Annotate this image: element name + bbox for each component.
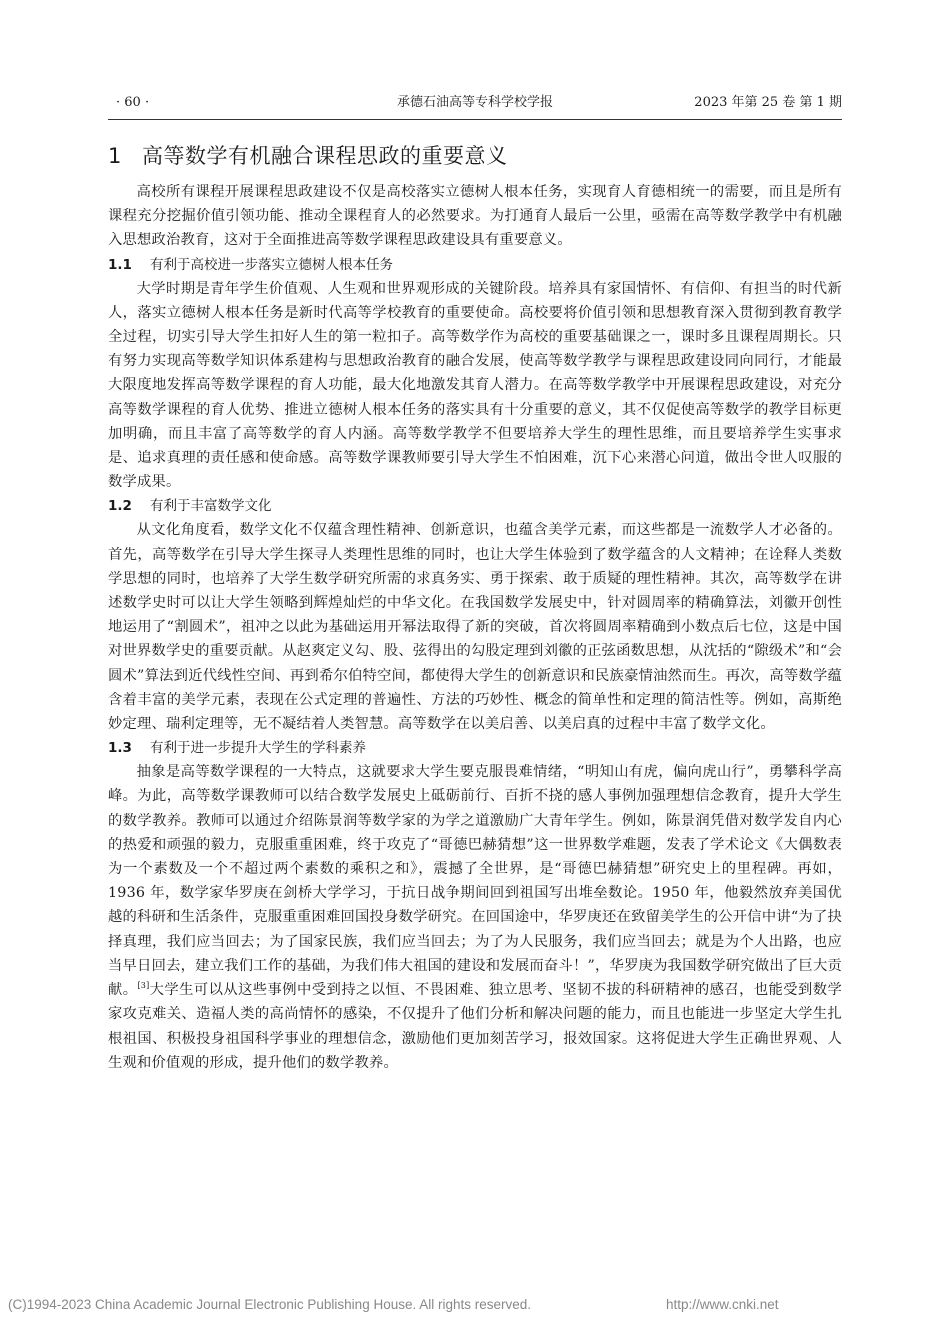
page-number: · 60 · — [116, 95, 150, 110]
subsection-number: 1.3 — [108, 740, 132, 757]
subsection-number: 1.2 — [108, 498, 132, 515]
paragraph-text-continued: 大学生可以从这些事例中受到持之以恒、不畏困难、独立思考、坚韧不拔的科研精神的感召，也能受到数学家攻克难关、造福人类的高尚情怀的感染，不仅提升了他们分析和解决问题的能力，而且也能进一步坚定大学生扎根祖国、积极投身祖国科学事业的理想信念，激励他们更加刻苦学习，报效国家。这将促进大学生正确世界观、人生观和价值观的形成，提升他们的数学教养。 — [108, 982, 842, 1071]
subsection-title: 有利于进一步提升大学生的学科素养 — [150, 740, 366, 757]
section-heading — [108, 134, 842, 178]
section-intro-paragraph: 高校所有课程开展课程思政建设不仅是高校落实立德树人根本任务，实现育人育德相统一的需要，而且是所有课程充分挖掘价值引领功能、推动全课程育人的必然要求。为打通育人最后一公里，亟需在高等数学教学中有机融入思想政治教育，这对于全面推进高等数学课程思政建设具有重要意义。 — [108, 184, 842, 249]
running-head — [108, 92, 842, 114]
copyright-footer — [8, 1294, 942, 1316]
citation-marker: [3] — [137, 981, 150, 991]
website-link[interactable]: http://www.cnki.net — [666, 1297, 779, 1312]
subsection-1-2-paragraph: 从文化角度看，数学文化不仅蕴含理性精神、创新意识，也蕴含美学元素，而这些都是一流数学人才必备的。首先，高等数学在引导大学生探寻人类理性思维的同时，也让大学生体验到了数学蕴含的人文精神；在诠释人类数学思想的同时，也培养了大学生数学研究所需的求真务实、勇于探索、敢于质疑的理性精神。其次，高等数学在讲述数学史时可以让大学生领略到辉煌灿烂的中华文化。在我国数学发展史中，针对圆周率的精确算法，刘徽开创性地运用了“割圆术”，祖冲之以此为基础运用开幂法取得了新的突破，首次将圆周率精确到小数点后七位，这是中国对世界数学史的重要贡献。从赵爽定义勾、股、弦得出的勾股定理到刘徽的正弦函数思想，从沈括的“隙级术”和“会圆术”算法到近代线性空间、再到希尔伯特空间，都使得大学生的创新意识和民族豪情油然而生。再次，高等数学蕴含着丰富的美学元素，表现在公式定理的普遍性、方法的巧妙性、概念的简单性和定理的简洁性等。例如，高斯绝妙定理、瑞利定理等，无不凝结着人类智慧。高等数学在以美启善、以美启真的过程中丰富了数学文化。 — [108, 522, 842, 733]
subsection-title: 有利于高校进一步落实立德树人根本任务 — [150, 256, 393, 273]
article-body — [108, 134, 842, 1075]
subsection-1-3-paragraph — [108, 760, 842, 1075]
subsection-heading-1-3 — [108, 736, 842, 760]
subsection-heading-1-1 — [108, 253, 842, 277]
copyright-text: (C)1994-2023 China Academic Journal Electronic Publishing House. All rights reserved. — [8, 1297, 532, 1312]
subsection-heading-1-2 — [108, 494, 842, 518]
section-number: 1 — [108, 144, 122, 168]
section-title: 高等数学有机融合课程思政的重要意义 — [142, 144, 508, 168]
header-rule — [108, 119, 842, 120]
subsection-1-1-paragraph: 大学时期是青年学生价值观、人生观和世界观形成的关键阶段。培养具有家国情怀、有信仰、有担当的时代新人，落实立德树人根本任务是新时代高等学校教育的重要使命。高校要将价值引领和思想教育深入贯彻到教育教学全过程，切实引导大学生扣好人生的第一粒扣子。高等数学作为高校的重要基础课之一，课时多且课程周期长。只有努力实现高等数学知识体系建构与思想政治教育的融合发展，使高等数学教学与课程思政建设同向同行，才能最大限度地发挥高等数学课程的育人功能，最大化地激发其育人潜力。在高等数学教学中开展课程思政建设，对充分高等数学课程的育人优势、推进立德树人根本任务的落实具有十分重要的意义，其不仅促使高等数学的教学目标更加明确，而且丰富了高等数学的育人内涵。高等数学教学不但要培养大学生的理性思维，而且要培养学生实事求是、追求真理的责任感和使命感。高等数学课教师要引导大学生不怕困难，沉下心来潜心问道，做出令世人叹服的数学成果。 — [108, 280, 842, 491]
journal-name: 承德石油高等专科学校学报 — [396, 95, 553, 110]
paragraph-text: 抽象是高等数学课程的一大特点，这就要求大学生要克服畏难情绪，“明知山有虎，偏向虎山行”，勇攀科学高峰。为此，高等数学课教师可以结合数学发展史上砥砺前行、百折不挠的感人事例加强理想信念教育，提升大学生的数学教养。教师可以通过介绍陈景润等数学家的为学之道激励广大青年学生。例如，陈景润凭借对数学发自内心的热爱和顽强的毅力，克服重重困难，终于攻克了“哥德巴赫猜想”这一世界数学难题，发表了学术论文《大偶数表为一个素数及一个不超过两个素数的乘积之和》，震撼了全世界，是“哥德巴赫猜想”研究史上的里程碑。再如，1936 年，数学家华罗庚在剑桥大学学习，于抗日战争期间回到祖国写出堆垒数论。1950 年，他毅然放弃美国优越的科研和生活条件，克服重重困难回国投身数学研究。在回国途中，华罗庚还在致留美学生的公开信中讲“为了抉择真理，我们应当回去；为了国家民族，我们应当回去；为了为人民服务，我们应当回去；就是为个人出路，也应当早日回去，建立我们工作的基础，为我们伟大祖国的建设和发展而奋斗！”，华罗庚为我国数学研究做出了巨大贡献。 — [108, 764, 842, 999]
subsection-number: 1.1 — [108, 256, 132, 273]
issue-info: 2023 年第 25 卷 第 1 期 — [694, 95, 842, 110]
subsection-title: 有利于丰富数学文化 — [150, 498, 272, 515]
